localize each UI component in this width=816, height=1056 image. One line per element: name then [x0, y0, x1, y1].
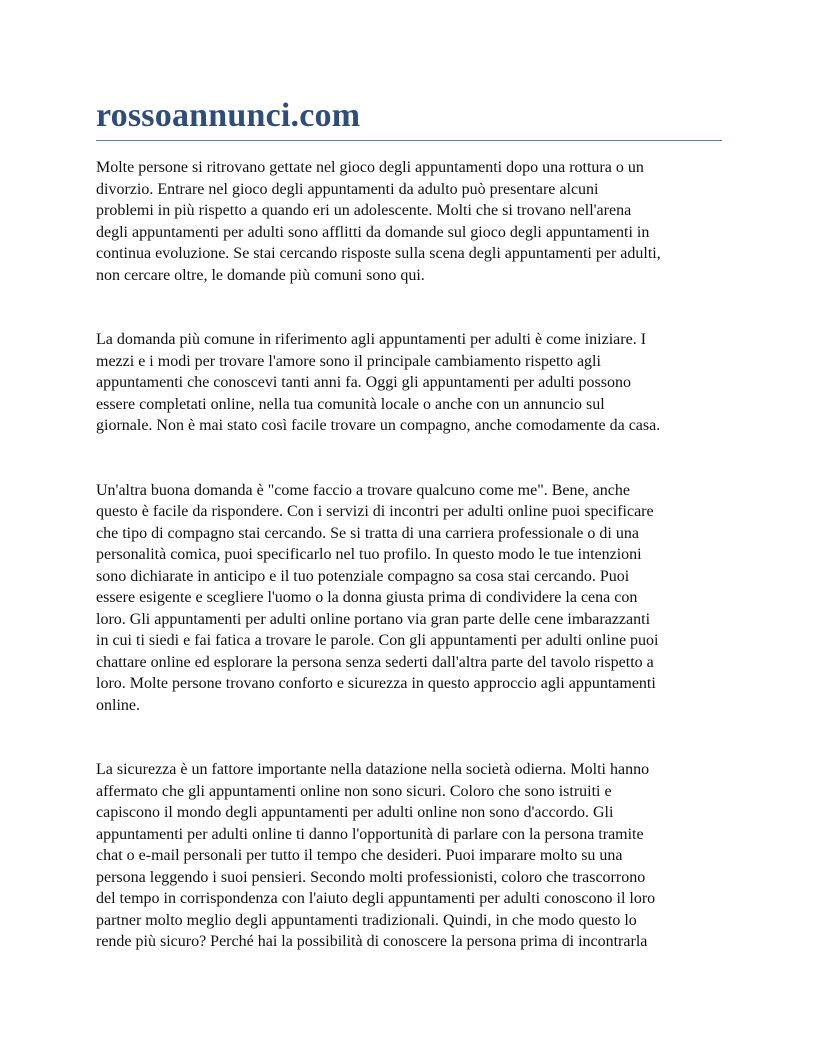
paragraph-3: Un'altra buona domanda è "come faccio a trovare qualcuno come me". Bene, anche questo è facile da rispondere. Con i servizi di incontri per adulti online puoi specificare che tipo di compagno stai cercando. Se si tratta di una carriera professionale o di una personalità comica, puoi specificarlo nel tuo profilo. In questo modo le tue intenzioni sono dichiarate in anticipo e il tuo potenziale compagno sa cosa stai cercando. Puoi essere esigente e scegliere l'uomo o la donna giusta prima di condividere la cena con loro. Gli appuntamenti per adulti online portano via gran parte delle cene imbarazzanti in cui ti siedi e fai fatica a trovare le parole. Con gli appuntamenti per adulti online puoi chattare online ed esplorare la persona senza sederti dall'altra parte del tavolo rispetto a loro. Molte persone trovano conforto e sicurezza in questo approccio agli appuntamenti online.	[96, 481, 659, 714]
title-divider	[96, 140, 722, 141]
paragraph-1: Molte persone si ritrovano gettate nel gioco degli appuntamenti dopo una rottura o un divorzio. Entrare nel gioco degli appuntamenti da adulto può presentare alcuni problemi in più rispetto a quando eri un adolescente. Molti che si trovano nell'arena degli appuntamenti per adulti sono afflitti da domande sul gioco degli appuntamenti in continua evoluzione. Se stai cercando risposte sulla scena degli appuntamenti per adulti, non cercare oltre, le domande più comuni sono qui.	[96, 159, 661, 284]
paragraph-4: La sicurezza è un fattore importante nella datazione nella società odierna. Molti hanno affermato che gli appuntamenti online non sono sicuri. Coloro che sono istruiti e capiscono il mondo degli appuntamenti per adulti online non sono d'accordo. Gli appuntamenti per adulti online ti danno l'opportunità di parlare con la persona tramite chat o e-mail personali per tutto il tempo che desideri. Puoi imparare molto su una persona leggendo i suoi pensieri. Secondo molti professionisti, coloro che trascorrono del tempo in corrispondenza con l'aiuto degli appuntamenti per adulti conoscono il loro partner molto meglio degli appuntamenti tradizionali. Quindi, in che modo questo lo rende più sicuro? Perché hai la possibilità di conoscere la persona prima di incontrarla	[96, 761, 656, 950]
paragraph-2: La domanda più comune in riferimento agli appuntamenti per adulti è come iniziare. I mezzi e i modi per trovare l'amore sono il principale cambiamento rispetto agli appuntamenti che conoscevi tanti anni fa. Oggi gli appuntamenti per adulti possono essere completati online, nella tua comunità locale o anche con un annuncio sul giornale. Non è mai stato così facile trovare un compagno, anche comodamente da casa.	[96, 331, 661, 434]
document-page	[96, 96, 724, 953]
document-title: rossoannunci.com	[96, 97, 361, 134]
